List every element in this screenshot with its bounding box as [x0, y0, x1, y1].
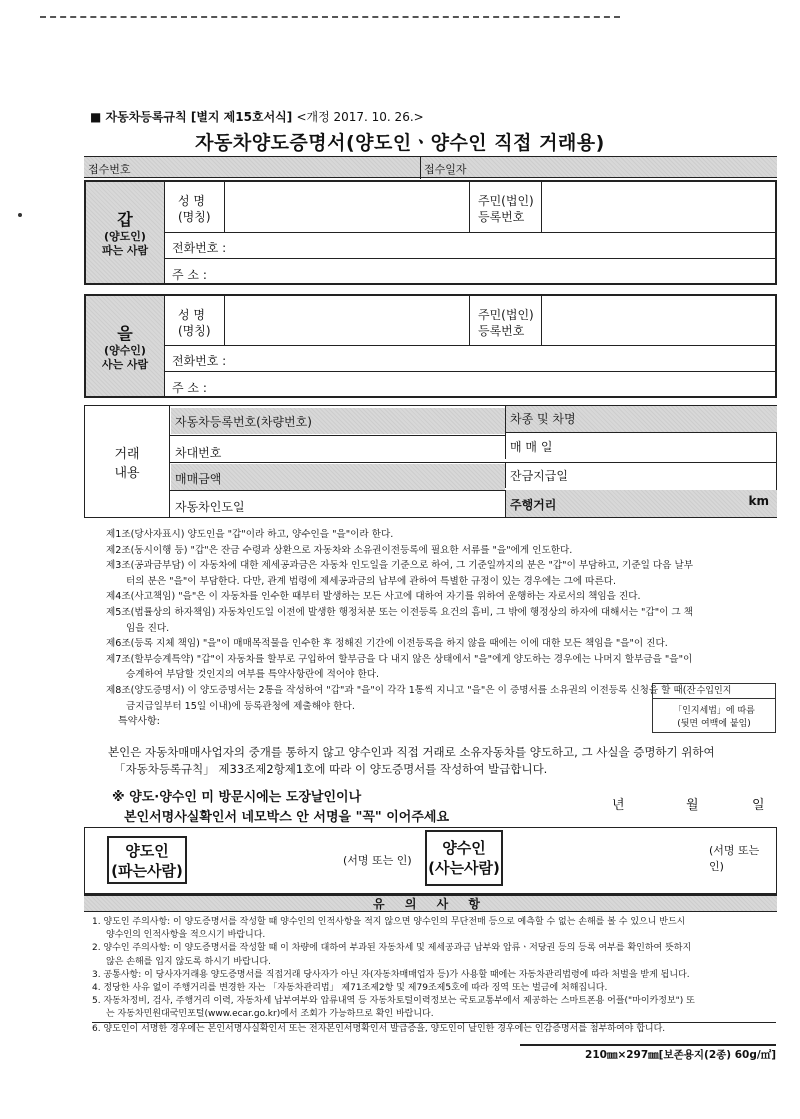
- scan-dot: [18, 213, 22, 217]
- buyer-signature-label: [425, 830, 503, 886]
- model-label: 차종 및 차명: [510, 412, 576, 426]
- statement-line-1: 본인은 자동차매매사업자의 중개를 통하지 않고 양수인과 직접 거래로 소유자동차를 양도하고, 그 사실을 증명하기 위하여: [108, 745, 715, 759]
- article-8: 제8조(양도증명서) 이 양도증명서는 2통을 작성하여 "갑"과 "을"이 각각 1통씩 지니고 "을"은 이 증명서를 소유권의 이전등록 신청을 할 때(잔: [106, 684, 696, 696]
- amount-cell: [171, 464, 505, 490]
- form-ref-text: ■ 자동차등록규칙 [별지 제15호서식]: [90, 110, 293, 124]
- buyer-label-main: 을: [117, 323, 133, 343]
- reg-no-label: 자동차등록번호(차량번호): [175, 415, 312, 429]
- buyer-section: [84, 294, 777, 398]
- buyer-id-sub: 등록번호: [478, 324, 525, 338]
- seller-name-sub: (명칭): [178, 210, 211, 224]
- mileage-cell: [505, 490, 777, 517]
- model-cell: [505, 406, 777, 432]
- note-4: 4. 정당한 사유 없이 주행거리를 변경한 자는 「자동차관리법」 제71조제2항 및 제79조제5호에 따라 징역 또는 벌금에 처해집니다.: [92, 983, 608, 994]
- buyer-phone-field[interactable]: [246, 347, 771, 369]
- seller-signature-label: [107, 836, 187, 884]
- article-5: 제5조(법률상의 하자책임) 자동차인도일 이전에 발생한 행정처분 또는 이전등록 요건의 흠비, 그 밖에 행정상의 하자에 대해서는 "갑"이 그 책: [106, 606, 694, 618]
- seller-sig-line2: (파는사람): [111, 862, 183, 880]
- seller-name-field[interactable]: [228, 188, 464, 226]
- article-3-cont: 터의 분은 "을"이 부담한다. 다만, 관계 법령에 제세공과금의 납부에 관하여 특별한 규정이 있는 경우에는 그에 따른다.: [126, 575, 617, 587]
- balance-date-label: 잔금지급일: [510, 469, 568, 483]
- receipt-row: [84, 156, 777, 178]
- buyer-name-label: 성 명: [178, 308, 205, 322]
- seller-id-sub: 등록번호: [478, 210, 525, 224]
- buyer-label: [86, 296, 165, 396]
- buyer-phone-label: 전화번호 :: [172, 354, 227, 368]
- note-1: 1. 양도인 주의사항: 이 양도증명서를 작성할 때 양수인의 인적사항을 적지 않으면 양수인의 무단전매 등으로 예측할 수 없는 손해를 볼 수 있으니 반드시: [92, 917, 686, 927]
- signature-area: [84, 827, 777, 894]
- article-6: 제6조(등록 지체 책임) "을"이 매매목적물을 인수한 후 정해진 기간에 이전등록을 하지 않을 때에는 이에 대한 모든 책임을 "을"이 진다.: [106, 638, 668, 650]
- date-month: 월: [686, 798, 699, 813]
- seller-id-field[interactable]: [546, 188, 771, 226]
- certification-statement: [108, 744, 778, 778]
- buyer-signature-field[interactable]: [509, 832, 709, 888]
- seller-label: [86, 182, 165, 283]
- note-2-cont: 않은 손해를 입지 않도록 하시기 바랍니다.: [106, 956, 271, 967]
- seller-label-main: 갑: [117, 210, 133, 229]
- buyer-sig-line2: (사는사람): [428, 859, 500, 877]
- seller-phone-label: 전화번호 :: [172, 241, 227, 255]
- article-4: 제4조(사고책임) "을"은 이 자동차를 인수한 때부터 발생하는 모든 사고에 대하여 자기를 위하여 운행하는 자로서의 책임을 진다.: [106, 591, 641, 603]
- scan-top-border: [40, 16, 620, 20]
- seller-address-label: 주 소 :: [172, 268, 207, 282]
- special-terms-label: 특약사항:: [118, 716, 161, 727]
- statement-line-2: 「자동차등록규칙」 제33조제2항제1호에 따라 이 양도증명서를 작성하여 발급합니다.: [114, 762, 548, 776]
- visit-notice-2: 본인서명사실확인서 네모박스 안 서명을 "꼭" 이어주세요: [124, 810, 450, 825]
- buyer-name-sub: (명칭): [178, 324, 211, 338]
- notes-title: 유 의 사 항: [84, 894, 777, 912]
- receipt-date-label: 접수일자: [424, 163, 467, 176]
- reg-no-cell: [171, 408, 505, 434]
- buyer-id-label: 주민(법인): [478, 308, 534, 322]
- sale-date-label: 매 매 일: [510, 440, 553, 454]
- balance-date-cell: [505, 462, 777, 488]
- revenue-stamp-title: 수입인지: [653, 684, 775, 699]
- transaction-section: [84, 405, 777, 518]
- note-3: 3. 공통사항: 이 당사자거래용 양도증명서를 직접거래 당사자가 아닌 자(자동차매매업자 등)가 사용할 때에는 자동차관리법령에 따라 처벌을 받게 됩니다.: [92, 969, 690, 980]
- note-6: 6. 양도인이 서명한 경우에는 본인서명사실확인서 또는 전자본인서명확인서 발급증을, 양도인이 날인한 경우에는 인감증명서를 첨부하여야 합니다.: [92, 1022, 776, 1036]
- article-7: 제7조(할부승계특약) "갑"이 자동차를 할부로 구입하여 할부금을 다 내지 않은 상태에서 "을"에게 양도하는 경우에는 나머지 할부금을 "을"이: [106, 653, 693, 665]
- revenue-stamp-line1: 「인지세법」에 따름: [673, 706, 755, 716]
- seller-id-label: 주민(법인): [478, 194, 534, 208]
- revision-text: <개정 2017. 10. 26.>: [296, 110, 424, 124]
- buyer-sign-text: (서명 또는 인): [709, 844, 760, 873]
- buyer-id-field[interactable]: [546, 302, 771, 340]
- transaction-label-2: 내용: [114, 465, 140, 481]
- note-5-cont: 는 자동차민원대국민포털(www.ecar.go.kr)에서 조회가 가능하므로 확인 바랍니다.: [106, 1009, 434, 1020]
- sale-date-cell: [505, 432, 777, 459]
- date-year: 년: [612, 798, 625, 813]
- buyer-name-field[interactable]: [228, 302, 464, 340]
- seller-label-sub1: (양도인): [104, 230, 146, 243]
- article-2: 제2조(동시이행 등) "갑"은 잔금 수령과 상환으로 자동차와 소유권이전등록에 필요한 서류를 "을"에게 인도한다.: [106, 544, 573, 556]
- seller-address-field[interactable]: [246, 260, 771, 282]
- visit-notice-1: ※ 양도·양수인 미 방문시에는 도장날인이나: [112, 790, 362, 805]
- revenue-stamp-line2: (뒷면 여백에 붙임): [677, 719, 751, 729]
- seller-phone-field[interactable]: [246, 234, 771, 256]
- buyer-label-sub1: (양수인): [104, 343, 146, 357]
- article-5-cont: 임을 진다.: [126, 622, 170, 634]
- article-1: 제1조(당사자표시) 양도인을 "갑"이라 하고, 양수인을 "을"이라 한다.: [106, 529, 394, 540]
- seller-name-label: 성 명: [178, 194, 205, 208]
- note-5: 5. 자동차정비, 검사, 주행거리 이력, 자동차세 납부여부와 압류내역 등 자동차토털이력정보는 국토교통부에서 제공하는 스마트폰용 어플("마이카정보") 또: [92, 996, 695, 1007]
- buyer-address-field[interactable]: [246, 373, 771, 395]
- transaction-label: [85, 406, 170, 517]
- mileage-unit: km: [748, 494, 769, 508]
- paper-spec: 210㎜×297㎜[보존용지(2종) 60g/㎡]: [520, 1044, 776, 1062]
- seller-section: [84, 180, 777, 285]
- vin-label: 차대번호: [175, 446, 222, 460]
- page-title: 자동차양도증명서(양도인ㆍ양수인 직접 거래용): [195, 132, 605, 154]
- mileage-label: 주행거리: [510, 498, 557, 512]
- buyer-address-label: 주 소 :: [172, 381, 207, 395]
- seller-sig-line1: 양도인: [125, 842, 169, 860]
- seller-label-sub2: 파는 사람: [101, 244, 149, 257]
- seller-sign-text: (서명 또는 인): [343, 854, 412, 867]
- article-3: 제3조(공과금부담) 이 자동차에 대한 제세공과금은 자동차 인도일을 기준으로 하여, 그 기준일까지의 분은 "갑"이 부담하고, 기준일 다음 날부: [106, 560, 694, 572]
- buyer-sig-line1: 양수인: [442, 839, 486, 857]
- date-day: 일: [752, 798, 765, 813]
- amount-label: 매매금액: [175, 472, 222, 486]
- notes-list: [92, 916, 776, 1036]
- special-terms-field[interactable]: [170, 708, 640, 730]
- delivery-date-label: 자동차인도일: [175, 500, 245, 514]
- buyer-label-sub2: 사는 사람: [101, 357, 149, 371]
- transaction-label-1: 거래: [114, 446, 140, 462]
- receipt-number-label: 접수번호: [88, 163, 131, 176]
- form-reference: [90, 108, 424, 125]
- note-2: 2. 양수인 주의사항: 이 양도증명서를 작성할 때 이 차량에 대하여 부과된 자동차세 및 제세공과금 납부와 압류ㆍ저당권 등의 등록 여부를 확인하여 뜻하지: [92, 943, 692, 954]
- revenue-stamp-box: [652, 683, 776, 733]
- note-1-cont: 양수인의 인적사항을 적으시기 바랍니다.: [106, 930, 266, 941]
- article-7-cont: 승계하여 부담할 것인지의 여부를 특약사항란에 적어야 한다.: [126, 669, 380, 681]
- article-8-cont: 금지급일부터 15일 이내)에 등록관청에 제출해야 한다.: [126, 700, 355, 712]
